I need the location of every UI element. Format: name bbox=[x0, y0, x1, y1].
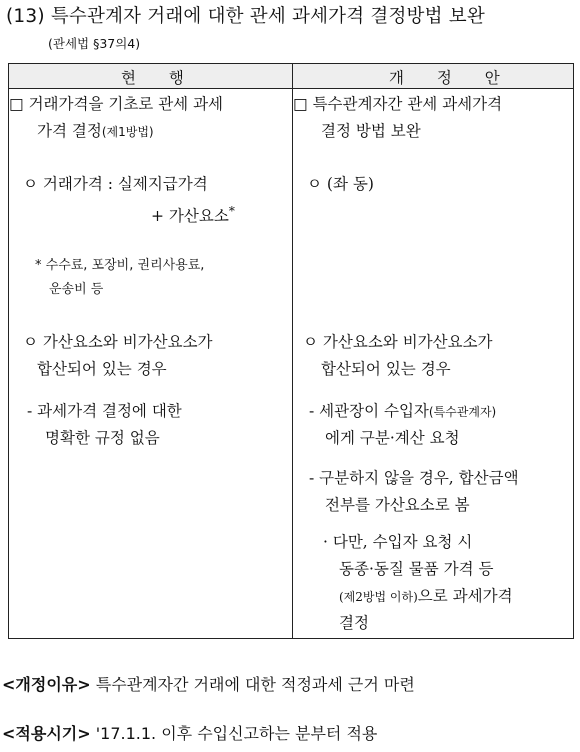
footnote-marker: * bbox=[228, 204, 235, 218]
right-item4-note: (특수관계자) bbox=[428, 405, 497, 419]
right-item3-line1: ㅇ 가산요소와 비가산요소가 bbox=[303, 333, 493, 351]
right-item1-line2: 결정 방법 보완 bbox=[321, 122, 421, 140]
reason-text: 특수관계자간 거래에 대한 적정과세 근거 마련 bbox=[95, 675, 415, 694]
right-item1-line1: □ 특수관계자간 관세 과세가격 bbox=[293, 95, 503, 113]
right-item6-line2: 동종·동질 물품 가격 등 bbox=[339, 560, 494, 578]
left-item2-line2: + 가산요소* bbox=[151, 204, 235, 226]
table-header bbox=[9, 64, 573, 89]
section-title: (13) 특수관계자 거래에 대한 관세 과세가격 결정방법 보완 bbox=[6, 6, 485, 27]
left-item3-line2: 합산되어 있는 경우 bbox=[37, 360, 167, 378]
right-item6-line1: · 다만, 수입자 요청 시 bbox=[323, 533, 473, 551]
left-item4-line2: 명확한 규정 없음 bbox=[45, 429, 160, 447]
left-item1-line1: □ 거래가격을 기초로 관세 과세 bbox=[9, 95, 224, 113]
right-item5-line2: 전부를 가산요소로 봄 bbox=[325, 496, 470, 514]
right-item4-line1: - 세관장이 수입자(특수관계자) bbox=[309, 402, 497, 420]
header-current: 현 행 bbox=[121, 69, 198, 87]
effective-label: <적용시기> bbox=[2, 724, 91, 743]
left-item1-note: (제1방법) bbox=[101, 125, 154, 139]
header-proposed: 개 정 안 bbox=[389, 69, 514, 87]
right-item4-line2: 에게 구분·계산 요청 bbox=[325, 429, 460, 447]
comparison-table bbox=[8, 63, 574, 639]
right-item3-line2: 합산되어 있는 경우 bbox=[321, 360, 451, 378]
left-item4-line1: - 과세가격 결정에 대한 bbox=[27, 402, 182, 420]
left-footnote-line2: 운송비 등 bbox=[49, 282, 104, 297]
column-divider bbox=[292, 64, 293, 638]
right-item6-line4: 결정 bbox=[339, 614, 369, 632]
law-reference: (관세법 §37의4) bbox=[48, 36, 141, 51]
effective-line bbox=[2, 721, 377, 744]
left-item1-line2: 가격 결정(제1방법) bbox=[37, 122, 154, 140]
left-item2-line1: ㅇ 거래가격 : 실제지급가격 bbox=[23, 175, 208, 193]
right-item6-note: (제2방법 이하) bbox=[339, 590, 418, 604]
reason-line bbox=[2, 672, 415, 695]
reason-label: <개정이유> bbox=[2, 675, 91, 694]
left-footnote-line1: * 수수료, 포장비, 권리사용료, bbox=[35, 258, 205, 273]
right-item5-line1: - 구분하지 않을 경우, 합산금액 bbox=[309, 469, 519, 487]
right-item2: ㅇ (좌 동) bbox=[307, 175, 374, 193]
right-item6-line3: (제2방법 이하)으로 과세가격 bbox=[339, 587, 513, 605]
effective-text: '17.1.1. 이후 수입신고하는 분부터 적용 bbox=[95, 724, 378, 743]
left-item3-line1: ㅇ 가산요소와 비가산요소가 bbox=[23, 333, 213, 351]
